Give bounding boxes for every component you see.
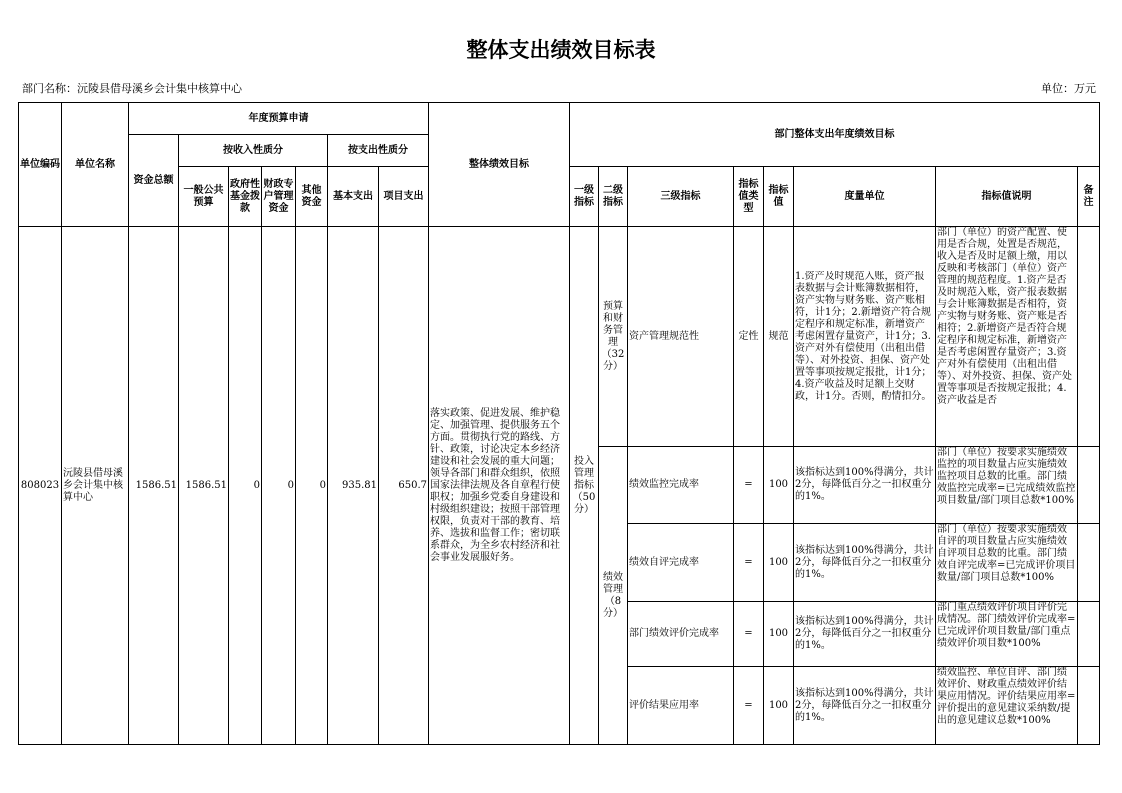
header-dept-goal: 部门整体支出年度绩效目标 [570,103,1100,167]
row-fund-total: 1586.51 [129,227,179,745]
indicator-desc-text: 绩效监控、单位自评、部门绩效评价、财政重点绩效评价结果应用情况。评价结果应用率=评价提出的意见建议采纳数/提出的意见建议总数*100% [937,667,1076,726]
header-by-expense: 按支出性质分 [328,135,429,167]
indicator-value: 100 [764,602,794,667]
row-project-expense: 650.7 [379,227,429,745]
indicator-value: 100 [764,667,794,745]
header-basic-expense: 基本支出 [328,167,379,227]
indicator-name: 绩效自评完成率 [628,524,734,602]
unit-label: 单位：万元 [1041,82,1096,95]
indicator-desc [936,667,1078,745]
indicator-remark [1078,602,1100,667]
indicator-measure: 该指标达到100%得满分，共计2分，每降低百分之一扣权重分的1%。 [794,667,936,745]
indicator-desc-text: 部门（单位）按要求实施绩效自评的项目数量占应实施绩效自评项目总数的比重。部门绩效自评完成率=已完成评价项目数量/部门项目总数*100% [937,524,1076,583]
row-gov-fund: 0 [229,227,262,745]
indicator-type: = [734,602,764,667]
row-general-budget: 1586.51 [179,227,229,745]
indicator-measure-text: 1.资产及时规范入账，资产报表数据与会计账簿数据相符，资产实物与财务账、资产账相符，计1分；2.新增资产符合规定程序和规定标准，新增资产考虑闲置存量资产，计1分；3.资产对外有偿使用（出租出借等）、对外投资、担保、资产处置等事项按规定报批，计1分；4.资产收益及时足额上交财政，计1分。否则，酌情扣分。 [795,270,932,402]
indicator-name: 资产管理规范性 [628,227,734,447]
header-unit-name: 单位名称 [62,103,129,227]
header-level2: 二级指标 [599,167,628,227]
header-gov-fund: 政府性基金拨款 [229,167,262,227]
performance-table [18,102,1100,745]
indicator-measure [794,227,936,447]
header-level3: 三级指标 [628,167,734,227]
indicator-desc [936,447,1078,524]
header-by-income: 按收入性质分 [179,135,328,167]
indicator-name: 评价结果应用率 [628,667,734,745]
row-level1: 投入管理指标（50分） [570,227,599,745]
header-project-expense: 项目支出 [379,167,429,227]
indicator-name: 绩效监控完成率 [628,447,734,524]
page-title: 整体支出绩效目标表 [466,38,656,62]
row-unit-name: 沅陵县借母溪乡会计集中核算中心 [62,227,129,745]
header-measure-unit: 度量单位 [794,167,936,227]
indicator-remark [1078,524,1100,602]
row-unit-code: 808023 [19,227,62,745]
indicator-name: 部门绩效评价完成率 [628,602,734,667]
indicator-value: 100 [764,447,794,524]
indicator-remark [1078,447,1100,524]
indicator-measure: 该指标达到100%得满分，共计2分，每降低百分之一扣权重分的1%。 [794,447,936,524]
header-overall-goal: 整体绩效目标 [429,103,570,227]
indicator-desc-text: 部门重点绩效评价项目评价完成情况。部门绩效评价完成率=已完成评价项目数量/部门重点绩效评价项目数*100% [937,602,1076,649]
indicator-type: = [734,667,764,745]
header-annual-budget: 年度预算申请 [129,103,429,135]
indicator-measure: 该指标达到100%得满分，共计2分，每降低百分之一扣权重分的1%。 [794,524,936,602]
department-name: 部门名称：沅陵县借母溪乡会计集中核算中心 [22,82,242,95]
indicator-remark [1078,667,1100,745]
indicator-desc-text: 部门（单位）按要求实施绩效监控的项目数量占应实施绩效监控项目总数的比重。部门绩效监控完成率=已完成绩效监控项目数量/部门项目总数*100% [937,447,1076,506]
header-ind-desc: 指标值说明 [936,167,1078,227]
table-row [19,227,1100,447]
indicator-remark [1078,227,1100,447]
indicator-desc [936,227,1078,447]
indicator-desc [936,524,1078,602]
header-level1: 一级指标 [570,167,599,227]
indicator-measure: 该指标达到100%得满分，共计2分，每降低百分之一扣权重分的1%。 [794,602,936,667]
row-overall-goal: 落实政策、促进发展、维护稳定、加强管理、提供服务五个方面。贯彻执行党的路线、方针、政策，讨论决定本乡经济建设和社会发展的重大问题；领导各部门和群众组织，依照国家法律法规及各自章程行使职权；加强乡党委自身建设和村级组织建设；按照干部管理权限，负责对干部的教育、培养、选拔和监督工作；密切联系群众，为全乡农村经济和社会事业发展服好务。 [429,227,570,745]
header-ind-value: 指标值 [764,167,794,227]
row-level2-budget: 预算和财务管理（32分） [599,227,628,447]
indicator-desc [936,602,1078,667]
header-ind-type: 指标值类型 [734,167,764,227]
row-basic-expense: 935.81 [328,227,379,745]
indicator-type: 定性 [734,227,764,447]
indicator-value: 规范 [764,227,794,447]
header-other-fund: 其他资金 [296,167,328,227]
indicator-value: 100 [764,524,794,602]
header-fund-total: 资金总额 [129,135,179,227]
indicator-type: = [734,447,764,524]
indicator-desc-text: 部门（单位）的资产配置、使用是否合规，处置是否规范，收入是否及时足额上缴，用以反映和考核部门（单位）资产管理的规范程度。1.资产是否及时规范入账，资产报表数据与会计账簿数据是否相符，资产实物与财务账、资产账是否相符；2.新增资产是否符合规定程序和规定标准，新增资产是否考虑闲置存量资产；3.资产对外有偿使用（出租出借等）、对外投资、担保、资产处置等事项是否按规定报批；4.资产收益是否 [937,227,1072,406]
row-special-fund: 0 [262,227,296,745]
header-unit-code: 单位编码 [19,103,62,227]
row-other-fund: 0 [296,227,328,745]
indicator-type: = [734,524,764,602]
header-special-fund: 财政专户管理资金 [262,167,296,227]
header-remark: 备注 [1078,167,1100,227]
row-level2-performance: 绩效管理（8分） [599,447,628,745]
header-general-budget: 一般公共预算 [179,167,229,227]
